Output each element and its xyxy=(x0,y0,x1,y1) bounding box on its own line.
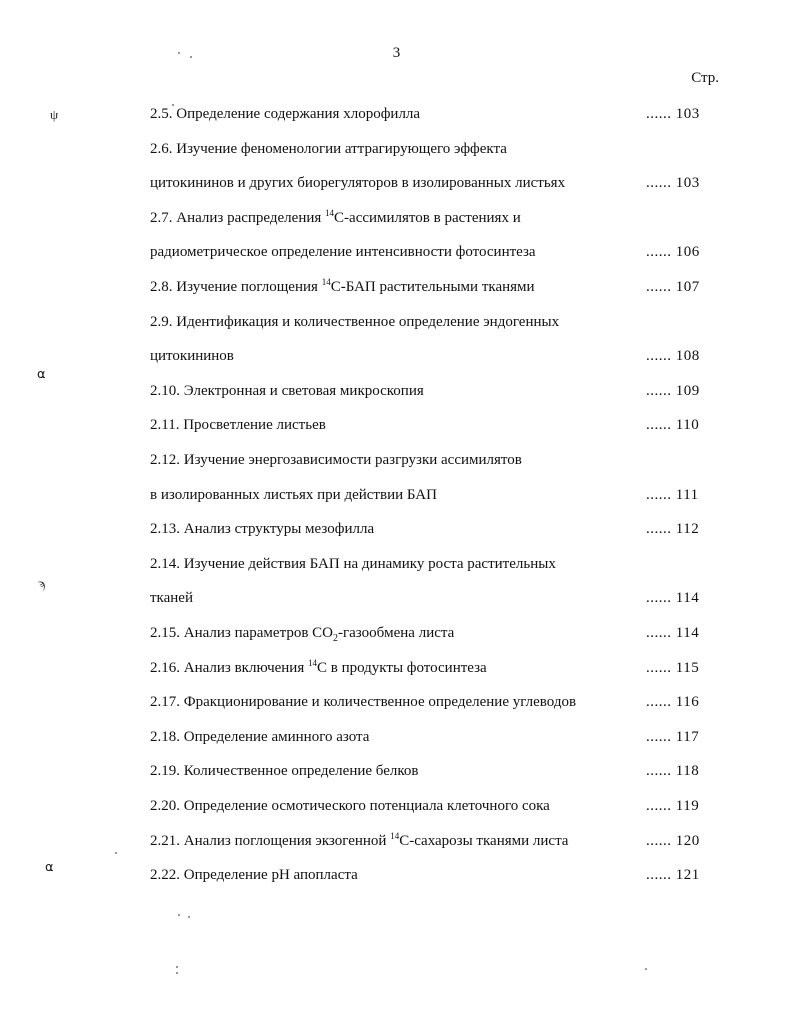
toc-entry-page: ...... 110 xyxy=(646,417,700,433)
toc-entry-text: 2.12. Изучение энергозависимости разгрузки ассимилятов xyxy=(150,452,522,468)
toc-entry-page: ...... 115 xyxy=(646,660,700,676)
scan-speck xyxy=(176,972,178,974)
toc-entry-text: 2.17. Фракционирование и количественное определение углеводов xyxy=(150,694,577,710)
toc-entry-page: ...... 117 xyxy=(646,729,700,745)
toc-entry-text-part: С в продукты фотосинтеза xyxy=(316,660,487,676)
toc-entry-text-part: 2.15. Анализ параметров СО xyxy=(150,625,333,641)
toc-entry-text: 2.13. Анализ структуры мезофилла xyxy=(150,521,375,537)
toc-entry-text xyxy=(150,279,535,296)
toc-entry-text xyxy=(150,625,454,642)
toc-entry-text xyxy=(150,833,568,850)
scan-speck xyxy=(178,52,180,54)
toc-entry-text: 2.14. Изучение действия БАП на динамику роста растительных xyxy=(150,556,556,572)
page-column-label: Стр. xyxy=(691,70,719,86)
toc-entry-text-part: 2.7. Анализ распределения xyxy=(150,210,326,226)
toc-entry-text: 2.6. Изучение феноменологии аттрагирующего эффекта xyxy=(150,141,507,157)
scan-mark: ⍺ xyxy=(45,859,54,874)
toc-entry-page: ...... 109 xyxy=(646,383,700,399)
scan-mark: ψ xyxy=(50,107,59,122)
toc-entry-text: 2.10. Электронная и световая микроскопия xyxy=(150,383,424,399)
scan-speck xyxy=(188,916,190,918)
toc-entry-page: ...... 106 xyxy=(646,244,700,260)
toc-entry-text xyxy=(150,660,487,677)
toc-entry-page: ...... 114 xyxy=(646,590,700,606)
toc-entry-text-part: С-ассимилятов в растениях и xyxy=(334,210,521,226)
scan-speck xyxy=(178,914,180,916)
toc-entry-page: ...... 119 xyxy=(646,798,700,814)
scan-mark: ⍺ xyxy=(37,366,46,381)
toc-entry-page: ...... 108 xyxy=(646,348,700,364)
page-number: 3 xyxy=(392,45,401,61)
toc-entry-page: ...... 103 xyxy=(646,175,700,191)
toc-entry-text: 2.19. Количественное определение белков xyxy=(150,763,419,779)
toc-entry-text: цитокининов xyxy=(150,348,234,364)
toc-entry-text xyxy=(150,210,521,227)
toc-entry-page: ...... 103 xyxy=(646,106,700,122)
toc-entry-page: ...... 114 xyxy=(646,625,700,641)
toc-entry-page: ...... 120 xyxy=(646,833,700,849)
isotope-superscript: 14 xyxy=(321,277,331,287)
toc-entry-text-part: -газообмена листа xyxy=(338,625,455,641)
toc-entry-page: ...... 118 xyxy=(646,763,700,779)
toc-entry-page: ...... 112 xyxy=(646,521,700,537)
toc-entry-text-part: С-сахарозы тканями листа xyxy=(399,833,569,849)
isotope-superscript: 14 xyxy=(325,208,335,218)
toc-entry-text-part: 2.8. Изучение поглощения xyxy=(150,279,322,295)
toc-entry-text: 2.9. Идентификация и количественное определение эндогенных xyxy=(150,314,560,330)
isotope-superscript: 14 xyxy=(390,831,400,841)
toc-entry-text: 2.18. Определение аминного азота xyxy=(150,729,370,745)
toc-entry-text: тканей xyxy=(150,590,193,606)
scan-speck xyxy=(190,56,192,58)
toc-entry-text-part: 2.21. Анализ поглощения экзогенной xyxy=(150,833,391,849)
toc-entry-text: 2.22. Определение pH апопласта xyxy=(150,867,358,883)
formula-subscript: 2 xyxy=(333,633,338,644)
scan-speck xyxy=(176,966,178,968)
toc-entry-text-part: С-БАП растительными тканями xyxy=(330,279,535,295)
toc-entry-text: 2.5. Определение содержания хлорофилла xyxy=(150,106,421,122)
toc-entry-page: ...... 111 xyxy=(646,487,699,503)
isotope-superscript: 14 xyxy=(307,658,317,668)
toc-entry-page: ...... 116 xyxy=(646,694,700,710)
toc-entry-text: 2.20. Определение осмотического потенциала клеточного сока xyxy=(150,798,550,814)
toc-entry-text-part: 2.16. Анализ включения xyxy=(150,660,308,676)
toc-entry-page: ...... 121 xyxy=(646,867,700,883)
toc-entry-page: ...... 107 xyxy=(646,279,700,295)
scan-speck xyxy=(115,852,117,854)
toc-entry-text: цитокининов и других биорегуляторов в изолированных листьях xyxy=(150,175,566,191)
scan-mark: ϡ xyxy=(38,576,46,591)
toc-entry-text: радиометрическое определение интенсивности фотосинтеза xyxy=(150,244,536,260)
scan-speck xyxy=(645,968,647,970)
toc-entry-text: в изолированных листьях при действии БАП xyxy=(150,487,437,503)
toc-entry-text: 2.11. Просветление листьев xyxy=(150,417,326,433)
